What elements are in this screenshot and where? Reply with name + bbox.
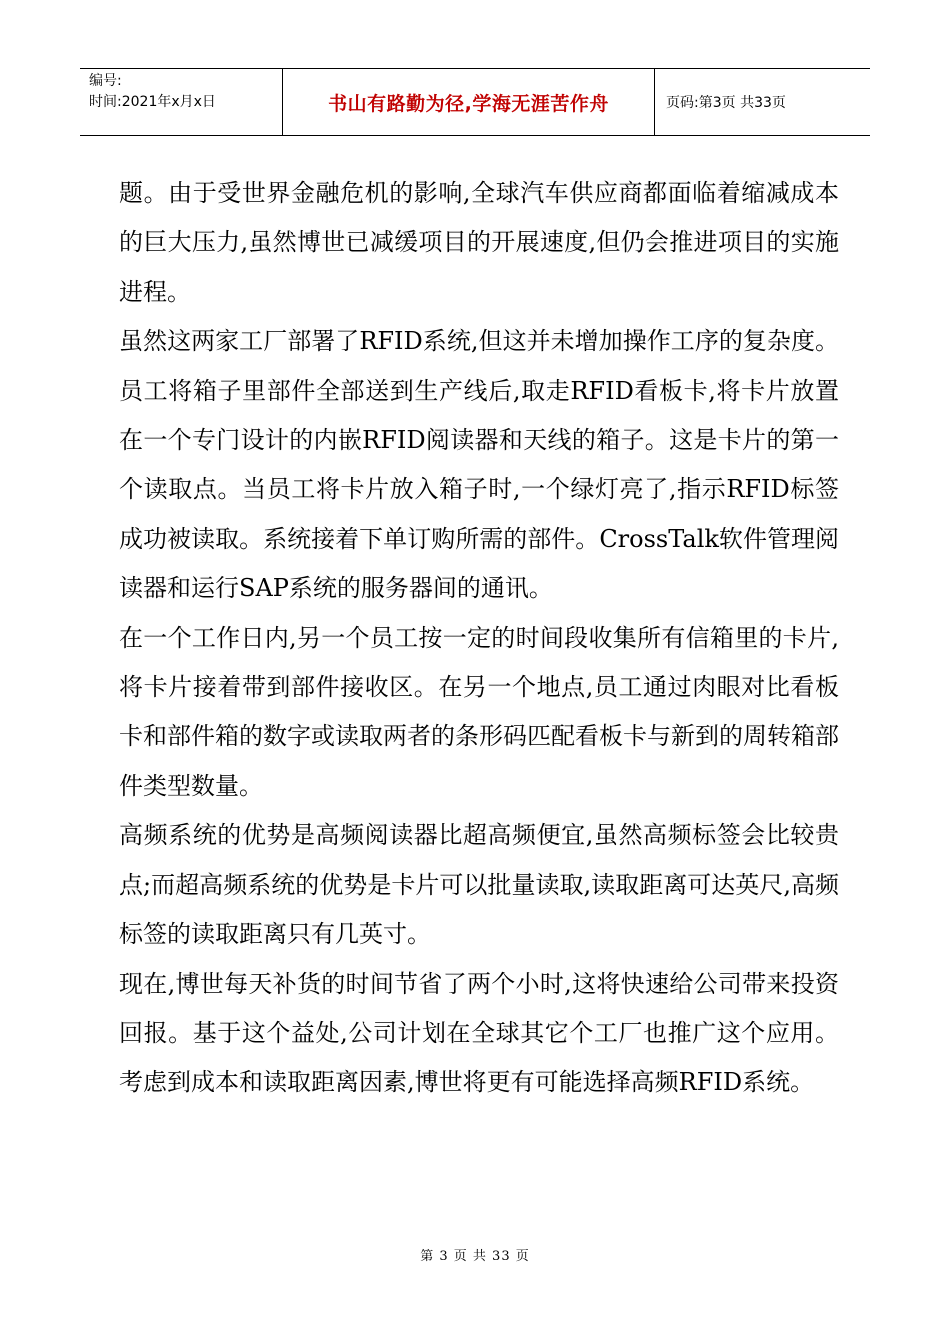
header-meta-cell [80, 69, 282, 135]
document-header [80, 68, 870, 136]
paragraph: 现在,博世每天补货的时间节省了两个小时,这将快速给公司带来投资回报。基于这个益处,公司计划在全球其它个工厂也推广这个应用。考虑到成本和读取距离因素,博世将更有可能选择高频RFID系统。 [119, 969, 839, 1097]
paragraph: 题。由于受世界金融危机的影响,全球汽车供应商都面临着缩减成本的巨大压力,虽然博世已减缓项目的开展速度,但仍会推进项目的实施进程。 [119, 179, 839, 306]
date-line: 时间:2021年x月x日 [89, 94, 216, 110]
header-page-info: 页码:第3页 共33页 [666, 95, 786, 111]
paragraph: 高频系统的优势是高频阅读器比超高频便宜,虽然高频标签会比较贵点;而超高频系统的优势是卡片可以批量读取,读取距离可达英尺,高频标签的读取距离只有几英寸。 [119, 821, 839, 949]
header-motto: 书山有路勤为径,学海无涯苦作舟 [282, 69, 655, 135]
document-body [119, 169, 839, 1108]
paragraph: 虽然这两家工厂部署了RFID系统,但这并未增加操作工序的复杂度。员工将箱子里部件全部送到生产线后,取走RFID看板卡,将卡片放置在一个专门设计的内嵌RFID阅读器和天线的箱子。这是卡片的第一个读取点。当员工将卡片放入箱子时,一个绿灯亮了,指示RFID标签成功被读取。系统接着下单订购所需的部件。CrossTalk软件管理阅读器和运行SAP系统的服务器间的通讯。 [119, 327, 839, 603]
paragraph: 在一个工作日内,另一个员工按一定的时间段收集所有信箱里的卡片,将卡片接着带到部件接收区。在另一个地点,员工通过肉眼对比看板卡和部件箱的数字或读取两者的条形码匹配看板卡与新到的周转箱部件类型数量。 [119, 623, 839, 800]
page-footer: 第 3 页 共 33 页 [420, 1249, 530, 1264]
serial-number-label: 编号: [89, 73, 122, 89]
